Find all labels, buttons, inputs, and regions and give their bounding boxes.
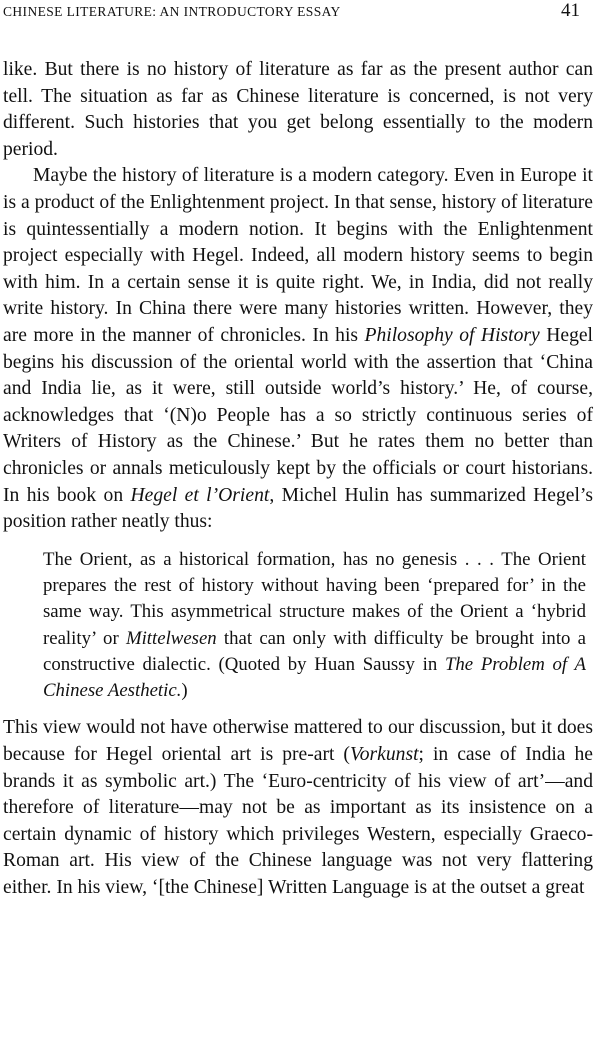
page-number: 41 xyxy=(561,0,580,21)
running-head: CHINESE LITERATURE: AN INTRODUCTORY ESSAY xyxy=(3,4,341,19)
quote-part-3: ) xyxy=(181,680,188,702)
paragraph-2-part-2: Hegel begins his discussion of the oriental world with the assertion that ‘China and India lie, as it were, still outside world’s history.’ He, of course, acknowledges that ‘(N)o People has a so strictly continuous series of Writers of History as the Chinese.’ But he rates them no better than chronicles or annals meticulously kept by the officials or court historians. In his book on xyxy=(3,324,594,506)
paragraph-2-part-1: Maybe the history of literature is a modern category. Even in Europe it is a product of the Enlightenment project. In that sense, history of literature is quintessentially a modern notion. It begins with the Enlightenment project especially with Hegel. Indeed, all modern history seems to begin with him. In a certain sense it is quite right. We, in India, did not really write history. In China there were many histories written. However, they are more in the manner of chronicles. In his xyxy=(3,165,593,346)
book-title-hegel-et-lorient: Hegel et l’Orient xyxy=(130,484,270,506)
block-quotation xyxy=(43,547,586,705)
page-header xyxy=(3,0,580,24)
paragraph-3-part-2: ; in case of India he brands it as symbolic art.) The ‘Euro-centricity of his view of art’—and therefore of literature—may not be as important as its insistence on a certain dynamic of history which privileges Western, especially Graeco-Roman art. His view of the Chinese language was not very flattering either. In his view, ‘[the Chinese] Written Language is at the outset a great xyxy=(3,744,593,899)
paragraph-hegel-view xyxy=(3,715,593,901)
body-text xyxy=(3,57,593,902)
term-mittelwesen: Mittelwesen xyxy=(125,627,217,649)
paragraph-history-of-literature xyxy=(3,163,593,535)
paragraph-3-part-1: This view would not have otherwise mattered to our discussion, but it does because for Hegel oriental art is pre-art ( xyxy=(3,717,593,766)
term-vorkunst: Vorkunst xyxy=(349,744,419,766)
paragraph-1-text: like. But there is no history of literature as far as the present author can tell. The situation as far as Chinese literature is concerned, is not very different. Such histories that you get belong essentially to the modern period. xyxy=(3,59,593,160)
book-title-philosophy-of-history: Philosophy of History xyxy=(364,324,540,346)
source-title: The Problem of A Chinese Aesthetic. xyxy=(43,653,586,702)
quote-part-2: that can only with difficulty be brought into a constructive dialectic. (Quoted by Huan Saussy in xyxy=(43,627,586,675)
quote-part-1: The Orient, as a historical formation, has no genesis . . . The Orient prepares the rest of history without having been ‘prepared for’ in the same way. This asymmetrical structure makes of the Orient a ‘hybrid reality’ or xyxy=(43,548,586,649)
paragraph-2-part-3: , Michel Hulin has summarized Hegel’s position rather neatly thus: xyxy=(3,484,593,533)
paragraph-continued xyxy=(3,57,593,163)
